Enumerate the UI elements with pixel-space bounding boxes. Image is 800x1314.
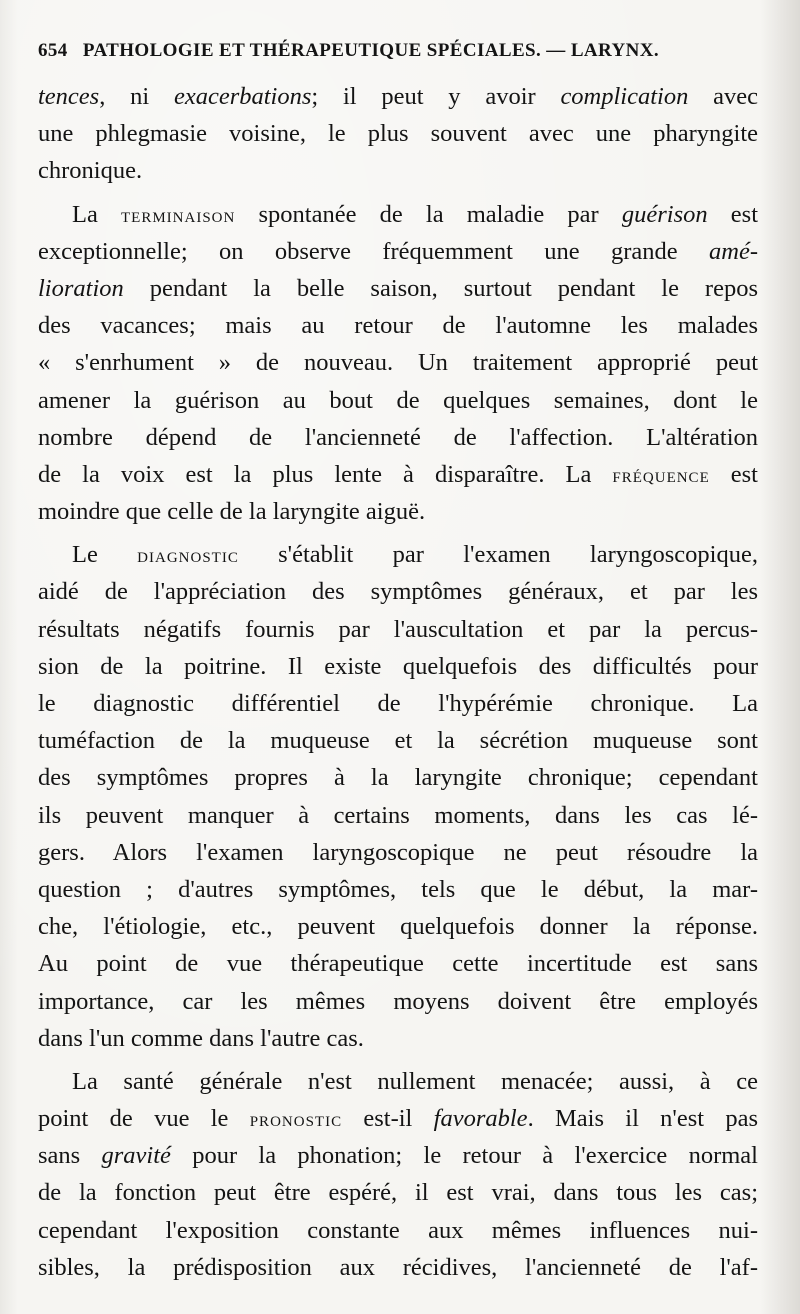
text-line — [38, 233, 758, 270]
text-line: sion de la poitrine. Il existe quelquefois des difficultés pour — [38, 652, 758, 680]
text-run: pour la phonation; le retour à l'exercice normal — [170, 1142, 758, 1170]
italic-word: complication — [560, 83, 689, 110]
text-run: , ni — [99, 83, 174, 110]
body-text — [38, 78, 758, 1286]
text-line — [38, 270, 758, 307]
text-line: aidé de l'appréciation des symptômes généraux, et par les — [38, 578, 758, 606]
text-run: de la voix est la plus lente à disparaître. La — [38, 460, 613, 488]
text-line — [38, 456, 758, 493]
text-run: La — [72, 200, 121, 228]
text-line — [38, 1137, 758, 1174]
italic-word: tences — [38, 83, 100, 110]
text-line: le diagnostic différentiel de l'hypérémie chronique. La — [38, 690, 758, 717]
text-run: ; il peut y avoir — [311, 83, 561, 110]
text-line: Au point de vue thérapeutique cette incertitude est sans — [38, 950, 758, 978]
text-line: ils peuvent manquer à certains moments, dans les cas lé- — [38, 801, 758, 829]
text-run: avec — [688, 83, 759, 110]
italic-word: exacerbations — [173, 83, 312, 110]
small-caps-term: pronostic — [249, 1107, 343, 1132]
text-run: point de vue le — [38, 1105, 250, 1133]
text-line: question ; d'autres symptômes, tels que le début, la mar- — [38, 875, 758, 903]
small-caps-term: terminaison — [121, 202, 236, 227]
text-line: dans l'un comme dans l'autre cas. — [38, 1024, 364, 1052]
text-line: des symptômes propres à la laryngite chronique; cependant — [38, 764, 758, 792]
running-head — [38, 40, 778, 74]
text-line: che, l'étiologie, etc., peuvent quelquefois donner la réponse. — [38, 913, 758, 941]
text-line: moindre que celle de la laryngite aiguë. — [38, 498, 426, 526]
small-caps-term: diagnostic — [137, 543, 239, 568]
italic-word: gravité — [101, 1142, 171, 1170]
text-line: des vacances; mais au retour de l'automne les malades — [38, 312, 758, 340]
text-line: cependant l'exposition constante aux mêmes influences nui- — [38, 1216, 758, 1244]
text-line: nombre dépend de l'ancienneté de l'affection. L'altération — [38, 423, 758, 451]
page-number: 654 — [38, 40, 68, 61]
text-run: est — [707, 200, 758, 228]
text-run: Le — [72, 541, 138, 569]
text-run: est — [709, 460, 758, 488]
italic-word: favorable — [433, 1105, 528, 1133]
italic-word: amé- — [709, 237, 758, 265]
text-run: . Mais il n'est pas — [527, 1105, 759, 1133]
text-run: exceptionnelle; on observe fréquemment une grande — [38, 237, 710, 265]
text-line: amener la guérison au bout de quelques semaines, dont le — [38, 386, 758, 414]
text-line — [38, 78, 758, 115]
text-line: importance, car les mêmes moyens doivent être employés — [38, 987, 758, 1015]
text-line: « s'enrhument » de nouveau. Un traitement approprié peut — [38, 349, 758, 377]
running-head-title: PATHOLOGIE ET THÉRAPEUTIQUE SPÉCIALES. — LARYNX. — [82, 40, 660, 61]
text-line: de la fonction peut être espéré, il est vrai, dans tous les cas; — [38, 1179, 758, 1207]
text-run: pendant la belle saison, surtout pendant le repos — [123, 274, 758, 302]
text-run: La santé générale n'est nullement menacée; aussi, à ce — [72, 1067, 758, 1095]
text-run: est-il — [342, 1105, 434, 1133]
text-line: tuméfaction de la muqueuse et la sécrétion muqueuse sont — [38, 727, 758, 755]
text-line — [38, 1063, 758, 1100]
small-caps-term: fréquence — [612, 462, 710, 487]
text-run: spontanée de la maladie par — [235, 200, 622, 228]
text-line: une phlegmasie voisine, le plus souvent avec une pharyngite — [38, 120, 758, 148]
text-line: résultats négatifs fournis par l'auscultation et par la percus- — [38, 615, 758, 643]
text-line — [38, 1100, 758, 1137]
text-run: sans — [38, 1142, 102, 1170]
text-line: gers. Alors l'examen laryngoscopique ne peut résoudre la — [38, 838, 758, 866]
text-line — [38, 196, 758, 233]
text-line — [38, 536, 758, 573]
text-run: s'établit par l'examen laryngoscopique, — [238, 541, 758, 569]
text-line: sibles, la prédisposition aux récidives, l'ancienneté de l'af- — [38, 1253, 758, 1281]
italic-word: guérison — [621, 200, 708, 228]
italic-word: lioration — [38, 274, 124, 302]
text-line: chronique. — [38, 157, 143, 185]
